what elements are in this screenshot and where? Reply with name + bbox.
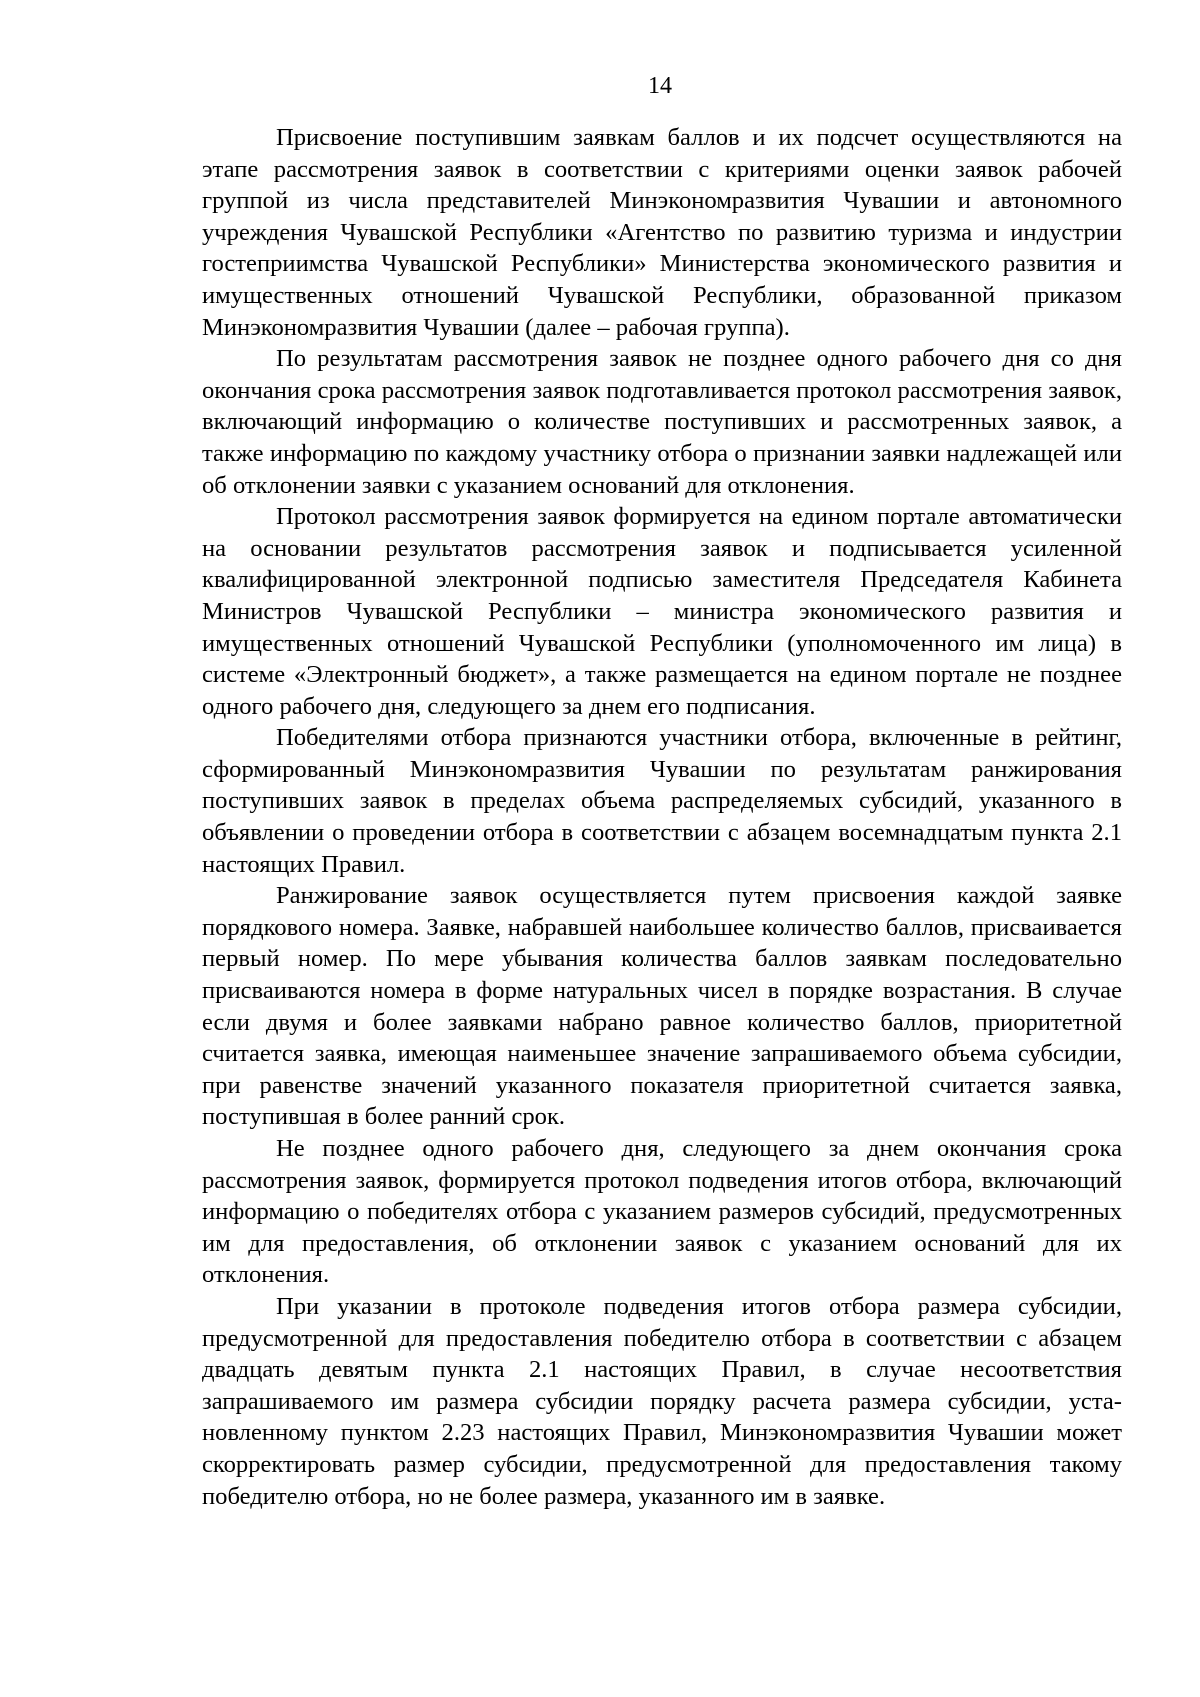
paragraph-scoring: Присвоение поступившим заявкам баллов и их подсчет осуществляются на этапе рассмотрения заявок в соответствии с критериями оценки заявок рабочей группой из числа представителей Минэкономразвития Чувашии и автономного учреждения Чувашской Республики «Агентство по развитию туризма и индустрии гостеприимства Чувашской Республики» Министерства экономического развития и имущественных отношений Чувашской Республики, образованной приказом Минэкономразвития Чувашии (далее – рабочая группа). <box>202 124 1122 341</box>
paragraph-subsidy-adjustment: При указании в протоколе подведения итогов отбора размера субсидии, предусмотренной для предоставления победителю отбора в соответствии с абзацем двадцать девятым пункта 2.1 настоящих Правил, в случае несоответствия запрашиваемого им размера субсидии порядку расчета размера субсидии, установленному пунктом 2.23 настоящих Правил, Минэкономразвития Чувашии может скорректировать размер субсидии, предусмотренной для предоставления такому победителю отбора, но не более размера, указанного им в заявке. <box>202 1292 1122 1510</box>
paragraph-winners: Победителями отбора признаются участники отбора, включенные в рейтинг, сформированный Минэкономразвития Чувашии по результатам ранжирования поступивших заявок в пределах объема распределяемых субсидий, указанного в объявлении о проведении отбора в соответствии с абзацем восемнадцатым пункта 2.1 настоящих Правил. <box>202 724 1122 878</box>
paragraph-protocol-formation: Протокол рассмотрения заявок формируется на едином портале автоматически на основании результатов рассмотрения заявок и подписывается усиленной квалифицированной электронной подписью заместителя Председателя Кабинета Министров Чувашской Республики – министра экономического развития и имущественных отношений Чувашской Республики (уполномоченного им лица) в системе «Электронный бюджет», а также размещается на едином портале не позднее одного рабочего дня, следующего за днем его подписания. <box>202 503 1122 720</box>
paragraph-results-protocol: Не позднее одного рабочего дня, следующего за днем окончания срока рассмотрения заявок, формируется протокол подведения итогов отбора, включающий информацию о победителях отбора с указанием размеров субсидий, предусмотренных им для предоставления, об отклонении заявок с указанием оснований для их отклонения. <box>202 1135 1122 1289</box>
paragraph-ranking: Ранжирование заявок осуществляется путем присвоения каждой заявке порядкового номера. Заявке, набравшей наибольшее количество баллов, присваивается первый номер. По мере убывания количества баллов заявкам последовательно присваиваются номера в форме натуральных чисел в порядке возрастания. В случае если двумя и более заявками набрано равное количество баллов, приоритетной считается заявка, имеющая наименьшее значение запрашиваемого объема субсидии, при равенстве значений указанного показателя приоритетной считается заявка, поступившая в более ранний срок. <box>202 882 1122 1131</box>
paragraph-review-protocol: По результатам рассмотрения заявок не позднее одного рабочего дня со дня окончания срока рассмотрения заявок подготавливается протокол рассмотрения заявок, включающий информацию о количестве поступивших и рассмотренных заявок, а также информацию по каждому участнику отбора о признании заявки надлежащей или об отклонении заявки с указанием оснований для отклонения. <box>202 345 1122 499</box>
page-number: 14 <box>648 73 672 99</box>
document-body <box>202 122 1122 1512</box>
